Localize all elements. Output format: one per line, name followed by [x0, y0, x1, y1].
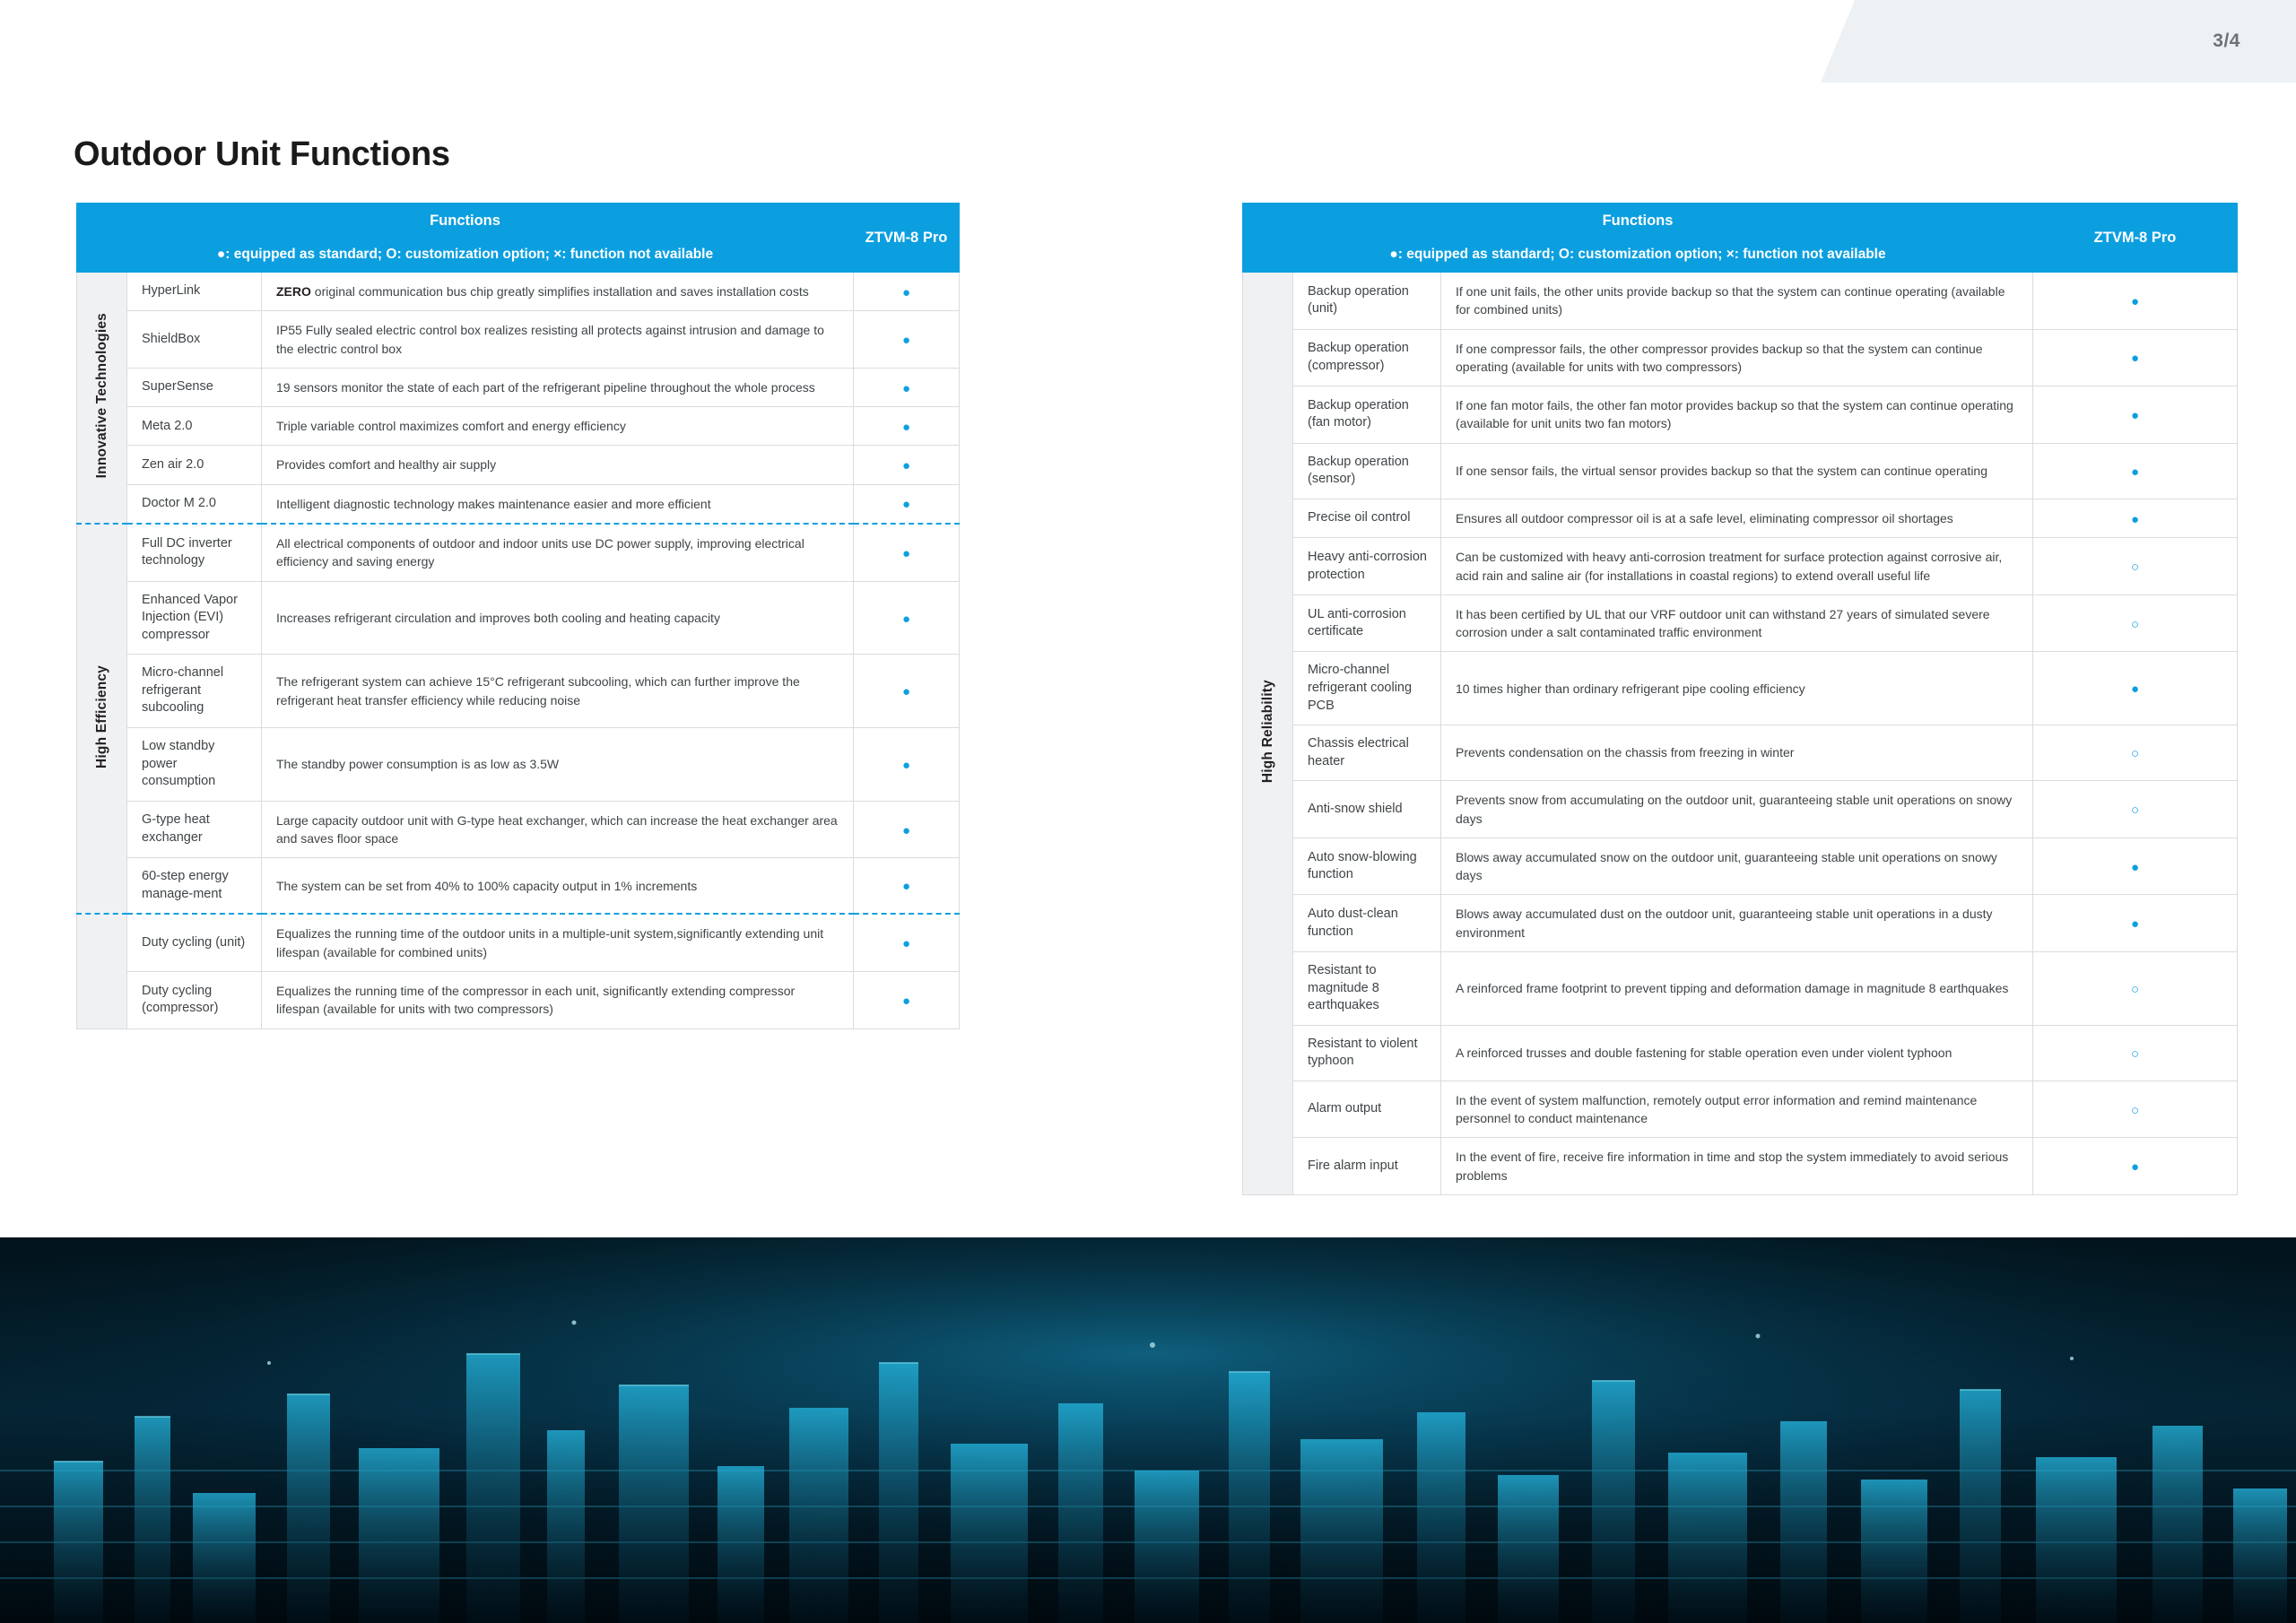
availability-mark — [2033, 1138, 2238, 1195]
availability-mark — [854, 914, 960, 971]
table — [76, 203, 960, 1029]
availability-mark — [854, 273, 960, 311]
function-description: Prevents condensation on the chassis from freezing in winter — [1441, 725, 2033, 781]
table-row — [77, 858, 960, 915]
table-legend-row — [77, 239, 960, 273]
availability-mark — [2033, 895, 2238, 952]
availability-mark — [2033, 329, 2238, 386]
table-row — [77, 801, 960, 858]
table-row — [1243, 443, 2238, 499]
category-label-cell — [77, 524, 127, 914]
availability-mark — [2033, 951, 2238, 1025]
function-name: UL anti-corrosion certificate — [1293, 595, 1441, 652]
function-description: 19 sensors monitor the state of each part of the refrigerant pipeline throughout the whole process — [262, 368, 854, 406]
table-row — [1243, 499, 2238, 537]
function-name: Doctor M 2.0 — [127, 484, 262, 524]
table-row — [1243, 273, 2238, 330]
table-row — [77, 972, 960, 1029]
function-description: Triple variable control maximizes comfort and energy efficiency — [262, 407, 854, 446]
function-description: Large capacity outdoor unit with G-type heat exchanger, which can increase the heat exchanger area and saves floor space — [262, 801, 854, 858]
function-description: Prevents snow from accumulating on the outdoor unit, guaranteeing stable unit operations on snowy days — [1441, 781, 2033, 838]
mark-open-icon — [2131, 1100, 2139, 1119]
availability-mark — [2033, 595, 2238, 652]
availability-mark — [854, 728, 960, 802]
mark-filled-icon — [902, 609, 910, 628]
mark-filled-icon — [2131, 291, 2139, 310]
function-name: 60-step energy manage-ment — [127, 858, 262, 915]
function-description: The standby power consumption is as low as 3.5W — [262, 728, 854, 802]
mark-filled-icon — [2131, 509, 2139, 528]
function-name: Backup operation (sensor) — [1293, 443, 1441, 499]
table-row — [1243, 386, 2238, 444]
function-description: Equalizes the running time of the outdoor units in a multiple-unit system,significantly extending unit lifespan (available for combined units) — [262, 914, 854, 971]
mark-filled-icon — [902, 933, 910, 952]
category-label-cell — [1243, 273, 1293, 1195]
availability-mark — [854, 858, 960, 915]
table-row — [77, 655, 960, 728]
mark-filled-icon — [902, 417, 910, 436]
function-description: In the event of fire, receive fire information in time and stop the system immediately to avoid serious problems — [1441, 1138, 2033, 1195]
mark-filled-icon — [902, 820, 910, 839]
table-row — [1243, 1138, 2238, 1195]
mark-open-icon — [2131, 614, 2139, 633]
mark-open-icon — [2131, 1044, 2139, 1063]
function-name: Enhanced Vapor Injection (EVI) compressor — [127, 581, 262, 655]
mark-open-icon — [2131, 979, 2139, 998]
function-description: IP55 Fully sealed electric control box realizes resisting all protects against intrusion and damage to the electric control box — [262, 311, 854, 369]
table-row — [1243, 329, 2238, 386]
mark-filled-icon — [902, 282, 910, 301]
functions-table-left — [76, 203, 960, 1029]
table-row — [77, 311, 960, 369]
function-description: Equalizes the running time of the compressor in each unit, significantly extending compressor lifespan (available for units with two compressors) — [262, 972, 854, 1029]
mark-filled-icon — [2131, 1157, 2139, 1176]
availability-mark — [854, 311, 960, 369]
table-row — [77, 368, 960, 406]
category-label-cell — [77, 914, 127, 1028]
function-description: Ensures all outdoor compressor oil is at a safe level, eliminating compressor oil shortages — [1441, 499, 2033, 537]
mark-filled-icon — [902, 681, 910, 700]
availability-mark — [854, 484, 960, 524]
table-row — [1243, 1081, 2238, 1138]
table-row — [1243, 1025, 2238, 1081]
table-row — [77, 273, 960, 311]
header-model: ZTVM-8 Pro — [854, 204, 960, 273]
header-legend: ●: equipped as standard; O: customization option; ×: function not available — [1243, 239, 2033, 273]
function-name: Auto snow-blowing function — [1293, 838, 1441, 895]
table-row — [1243, 781, 2238, 838]
mark-filled-icon — [902, 456, 910, 474]
availability-mark — [2033, 499, 2238, 537]
table-header-row — [1243, 204, 2238, 239]
function-description: A reinforced frame footprint to prevent tipping and deformation damage in magnitude 8 earthquakes — [1441, 951, 2033, 1025]
function-name: G-type heat exchanger — [127, 801, 262, 858]
abstract-blue-city-circuit-photo — [0, 1237, 2296, 1623]
table-row — [1243, 895, 2238, 952]
mark-filled-icon — [902, 991, 910, 1010]
availability-mark — [854, 801, 960, 858]
mark-filled-icon — [902, 755, 910, 774]
availability-mark — [854, 655, 960, 728]
mark-filled-icon — [2131, 857, 2139, 876]
function-description: Provides comfort and healthy air supply — [262, 446, 854, 484]
availability-mark — [2033, 1025, 2238, 1081]
availability-mark — [2033, 838, 2238, 895]
category-label: High Reliability — [1259, 679, 1275, 784]
table-row — [1243, 725, 2238, 781]
function-description: In the event of system malfunction, remotely output error information and remind maintenance personnel to conduct maintenance — [1441, 1081, 2033, 1138]
mark-filled-icon — [2131, 462, 2139, 481]
table-row — [77, 914, 960, 971]
function-name: Micro-channel refrigerant cooling PCB — [1293, 652, 1441, 725]
table-row — [1243, 595, 2238, 652]
function-name: Heavy anti-corrosion protection — [1293, 538, 1441, 595]
table-row — [77, 524, 960, 581]
availability-mark — [854, 368, 960, 406]
header-functions: Functions — [1243, 204, 2033, 239]
page-number: 3/4 — [2213, 30, 2240, 51]
availability-mark — [854, 972, 960, 1029]
function-description: All electrical components of outdoor and indoor units use DC power supply, improving electrical efficiency and saving energy — [262, 524, 854, 581]
table-row — [77, 446, 960, 484]
functions-table-right — [1242, 203, 2238, 1195]
function-description: Can be customized with heavy anti-corrosion treatment for surface protection against corrosive air, acid rain and saline air (for installations in coastal regions) to extend overall useful life — [1441, 538, 2033, 595]
function-name: Backup operation (compressor) — [1293, 329, 1441, 386]
function-description: Blows away accumulated dust on the outdoor unit, guaranteeing stable unit operations in a dusty environment — [1441, 895, 2033, 952]
function-name: Backup operation (unit) — [1293, 273, 1441, 330]
table-row — [77, 407, 960, 446]
function-description: If one sensor fails, the virtual sensor provides backup so that the system can continue operating — [1441, 443, 2033, 499]
function-name: Zen air 2.0 — [127, 446, 262, 484]
function-name: Chassis electrical heater — [1293, 725, 1441, 781]
table-row — [1243, 838, 2238, 895]
mark-filled-icon — [902, 543, 910, 562]
availability-mark — [854, 446, 960, 484]
header-functions: Functions — [77, 204, 854, 239]
category-label: High Efficiency — [93, 664, 109, 768]
availability-mark — [854, 407, 960, 446]
function-description: Blows away accumulated snow on the outdoor unit, guaranteeing stable unit operations on snowy days — [1441, 838, 2033, 895]
availability-mark — [854, 581, 960, 655]
table-row — [1243, 951, 2238, 1025]
availability-mark — [2033, 273, 2238, 330]
function-description: If one unit fails, the other units provide backup so that the system can continue operating (available for combined units) — [1441, 273, 2033, 330]
header-legend: ●: equipped as standard; O: customization option; ×: function not available — [77, 239, 854, 273]
function-name: Low standby power consumption — [127, 728, 262, 802]
mark-filled-icon — [902, 494, 910, 513]
mark-open-icon — [2131, 743, 2139, 762]
mark-open-icon — [2131, 557, 2139, 576]
mark-open-icon — [2131, 800, 2139, 819]
mark-filled-icon — [2131, 679, 2139, 698]
function-name: Fire alarm input — [1293, 1138, 1441, 1195]
mark-filled-icon — [902, 378, 910, 397]
availability-mark — [854, 524, 960, 581]
function-description: The system can be set from 40% to 100% capacity output in 1% increments — [262, 858, 854, 915]
function-name: Alarm output — [1293, 1081, 1441, 1138]
mark-filled-icon — [2131, 348, 2139, 367]
table-row — [77, 484, 960, 524]
mark-filled-icon — [902, 330, 910, 349]
table-row — [77, 581, 960, 655]
function-description: If one compressor fails, the other compressor provides backup so that the system can continue operating (available for units with two compressors) — [1441, 329, 2033, 386]
function-name: Meta 2.0 — [127, 407, 262, 446]
function-name: Duty cycling (compressor) — [127, 972, 262, 1029]
function-description: ZERO original communication bus chip greatly simplifies installation and saves installation costs — [262, 273, 854, 311]
function-name: SuperSense — [127, 368, 262, 406]
header-model: ZTVM-8 Pro — [2033, 204, 2238, 273]
mark-filled-icon — [2131, 914, 2139, 933]
page-title: Outdoor Unit Functions — [74, 135, 450, 174]
function-name: Backup operation (fan motor) — [1293, 386, 1441, 444]
availability-mark — [2033, 725, 2238, 781]
availability-mark — [2033, 443, 2238, 499]
function-name: Anti-snow shield — [1293, 781, 1441, 838]
table-row — [77, 728, 960, 802]
function-description: The refrigerant system can achieve 15°C refrigerant subcooling, which can further improve the refrigerant heat transfer efficiency while reducing noise — [262, 655, 854, 728]
availability-mark — [2033, 386, 2238, 444]
category-label: Innovative Technologies — [93, 312, 109, 479]
function-description: 10 times higher than ordinary refrigerant pipe cooling efficiency — [1441, 652, 2033, 725]
function-description: If one fan motor fails, the other fan motor provides backup so that the system can continue operating (available for unit units two fan motors) — [1441, 386, 2033, 444]
availability-mark — [2033, 652, 2238, 725]
table — [1242, 203, 2238, 1195]
function-description: A reinforced trusses and double fastening for stable operation even under violent typhoon — [1441, 1025, 2033, 1081]
category-label-cell — [77, 273, 127, 525]
function-name: Full DC inverter technology — [127, 524, 262, 581]
function-name: HyperLink — [127, 273, 262, 311]
table-row — [1243, 538, 2238, 595]
function-name: Resistant to violent typhoon — [1293, 1025, 1441, 1081]
availability-mark — [2033, 538, 2238, 595]
table-row — [1243, 652, 2238, 725]
table-header-row — [77, 204, 960, 239]
availability-mark — [2033, 781, 2238, 838]
function-name: ShieldBox — [127, 311, 262, 369]
function-name: Duty cycling (unit) — [127, 914, 262, 971]
mark-filled-icon — [902, 876, 910, 895]
function-description: It has been certified by UL that our VRF outdoor unit can withstand 27 years of simulated severe corrosion under a salt contaminated traffic environment — [1441, 595, 2033, 652]
mark-filled-icon — [2131, 405, 2139, 424]
function-name: Resistant to magnitude 8 earthquakes — [1293, 951, 1441, 1025]
function-description: Increases refrigerant circulation and improves both cooling and heating capacity — [262, 581, 854, 655]
function-description: Intelligent diagnostic technology makes maintenance easier and more efficient — [262, 484, 854, 524]
function-name: Precise oil control — [1293, 499, 1441, 537]
function-name: Micro-channel refrigerant subcooling — [127, 655, 262, 728]
availability-mark — [2033, 1081, 2238, 1138]
function-name: Auto dust-clean function — [1293, 895, 1441, 952]
